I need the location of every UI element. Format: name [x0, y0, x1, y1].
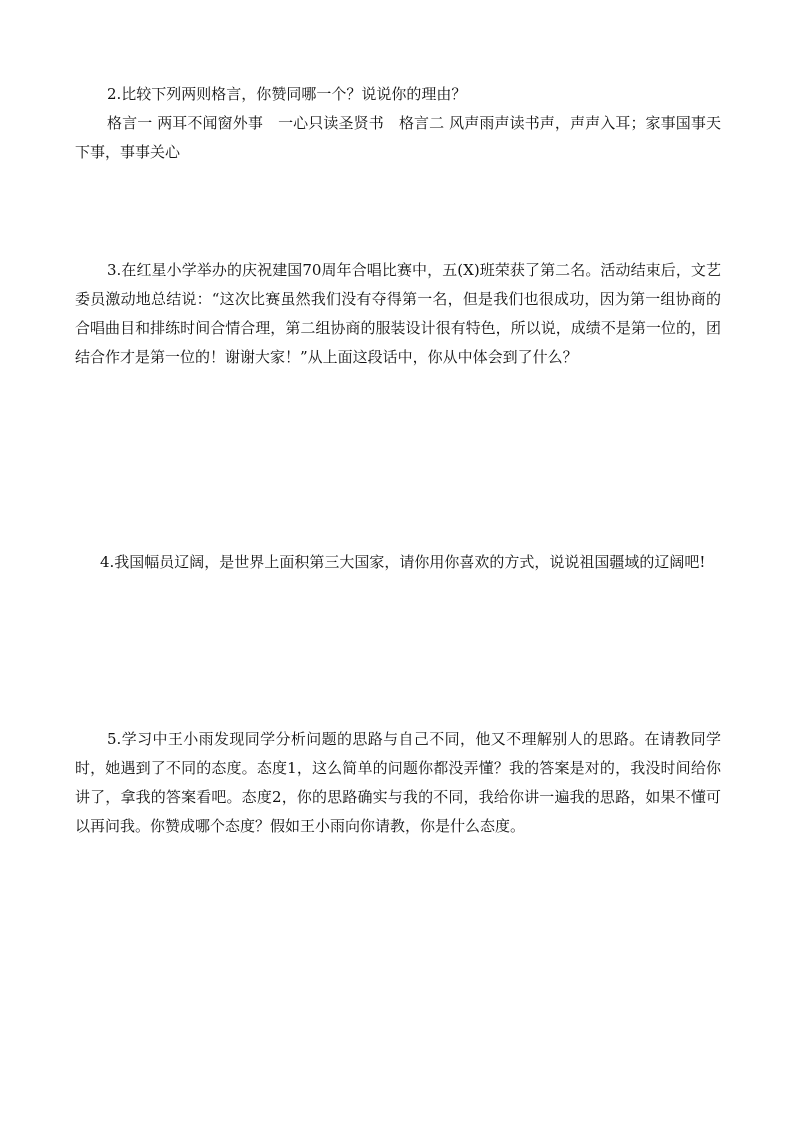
question-5 — [75, 725, 721, 841]
question-2 — [75, 80, 721, 167]
question-4 — [75, 548, 721, 577]
question-4-prompt: 4.我国幅员辽阔，是世界上面积第三大国家，请你用你喜欢的方式，说说祖国疆域的辽阔吧! — [100, 553, 706, 571]
question-3 — [75, 256, 721, 372]
question-3-prompt: 3.在红星小学举办的庆祝建国70周年合唱比赛中，五(X)班荣获了第二名。活动结束后，文艺委员激动地总结说：“这次比赛虽然我们没有夺得第一名，但是我们也很成功，因为第一组协商的合唱曲目和排练时间合情合理，第二组协商的服装设计很有特色，所以说，成绩不是第一位的，团结合作才是第一位的！谢谢大家！”从上面这段话中，你从中体会到了什么？ — [75, 261, 721, 366]
question-2-prompt: 2.比较下列两则格言，你赞同哪一个？说说你的理由？ — [107, 85, 467, 103]
question-2-maxims: 格言一 两耳不闻窗外事 一心只读圣贤书 格言二 风声雨声读书声，声声入耳；家事国事天下事，事事关心 — [75, 114, 721, 161]
question-5-prompt: 5.学习中王小雨发现同学分析问题的思路与自己不同，他又不理解别人的思路。在请教同学时，她遇到了不同的态度。态度1，这么简单的问题你都没弄懂？我的答案是对的，我没时间给你讲了，拿我的答案看吧。态度2，你的思路确实与我的不同，我给你讲一遍我的思路，如果不懂可以再问我。你赞成哪个态度？假如王小雨向你请教，你是什么态度。 — [75, 730, 721, 835]
